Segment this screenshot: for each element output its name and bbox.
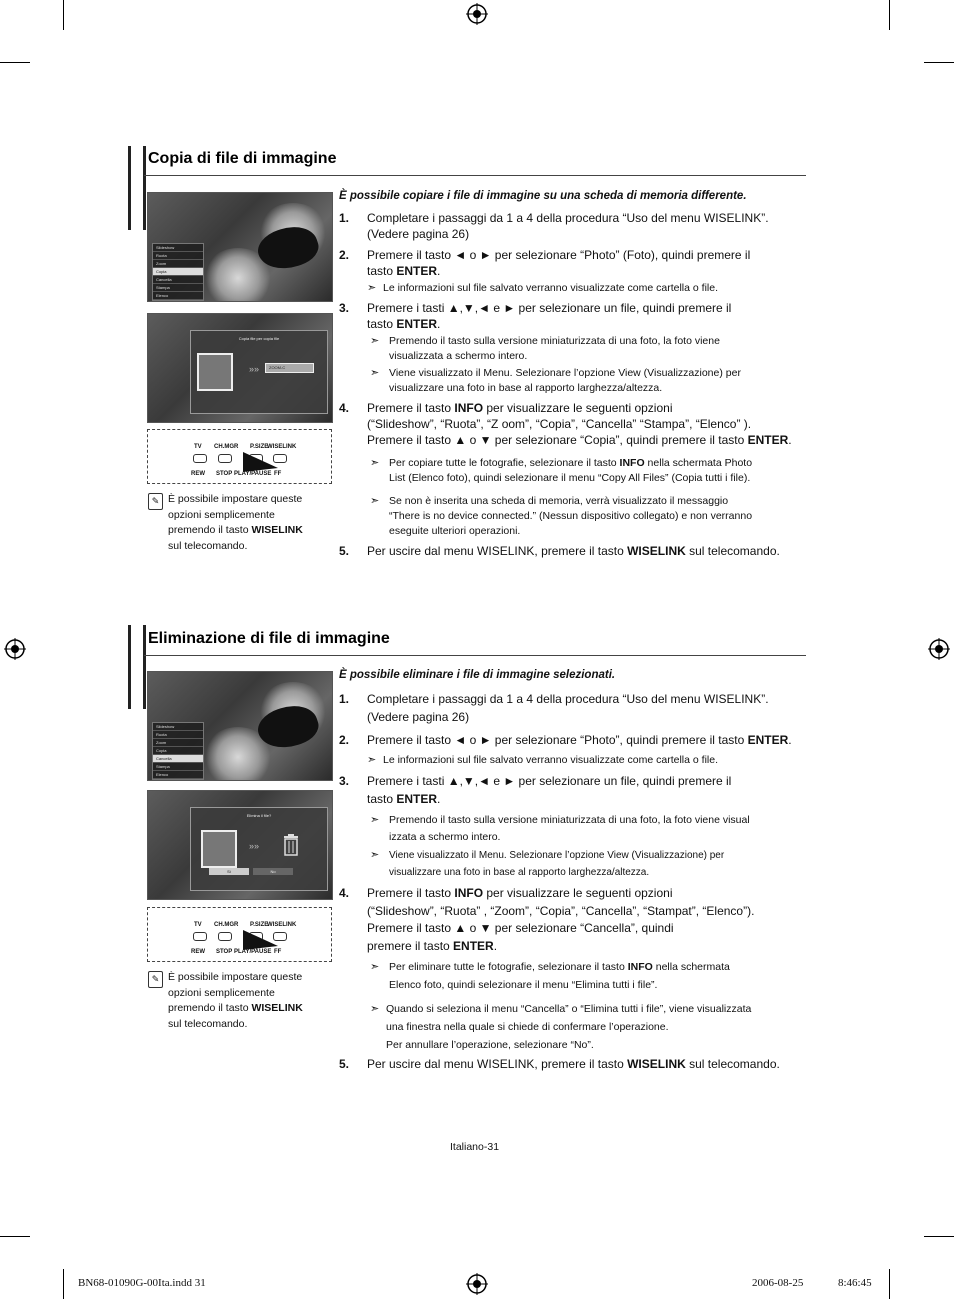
sub-note: ➣ Se non è inserita una scheda di memoria, verrà visualizzato il messaggio “There is no device connected.” (Nessun dispositivo collegato) e non verranno eseguite ulteriori operazioni. [370,495,753,537]
trash-icon [283,834,299,856]
footer-filename: BN68-01090G-00Ita.indd 31 [78,1277,206,1289]
sub-note: ➣ Per copiare tutte le fotografie, selezionare il tasto INFO nella schermata Photo List (Elenco foto), quindi selezionare il menu “Copy All Files” (Copia tutti i file). [370,457,753,484]
no-button[interactable]: No [253,868,293,875]
crop-mark [63,1269,64,1299]
sub-note: ➣ Viene visualizzato il Menu. Selezionare l’opzione View (Visualizzazione) per visualizzare una foto in base al rapporto larghezza/altezza. [370,849,725,878]
tv-screenshot-delete-dialog [147,790,333,900]
arrow-note-icon: ➣ [370,814,380,826]
step-text: Completare i passaggi da 1 a 4 della procedura “Uso del menu WISELINK”. (Vedere pagina 26) [367,211,769,241]
arrow-note-icon: ➣ [370,961,380,973]
section-intro: È possibile eliminare i file di immagine selezionati. [339,669,616,681]
crop-mark [924,62,954,63]
footer-date: 2006-08-25 [752,1277,804,1289]
remote-control-illustration: TV CH.MGR P.SIZE WISELINK REW STOP PLAY/PAUSE FF [147,429,332,484]
section-intro: È possibile copiare i file di immagine su una scheda di memoria differente. [339,190,747,202]
copy-target: ZOOM-C [265,363,314,373]
photo-thumbnail [197,353,233,391]
pointing-hand-icon [243,448,278,472]
arrow-note-icon: ➣ [370,335,380,347]
copy-dialog: Copia file per copia file »» ZOOM-C [190,330,328,414]
registration-mark-icon [4,638,26,660]
sub-note: ➣ Premendo il tasto sulla versione miniaturizzata di una foto, la foto viene visualizzata a schermo intero. [370,335,720,362]
section-divider [144,175,806,176]
sub-note: ➣ Le informazioni sul file salvato verranno visualizzate come cartella o file. [367,754,718,766]
tv-screenshot-menu [147,671,333,781]
arrow-note-icon: ➣ [370,457,380,469]
page-number: Italiano-31 [450,1141,500,1153]
arrow-right-icon: »» [249,364,260,374]
note-icon: ✎ [148,493,163,510]
photo-options-menu: Slideshow Ruota Zoom Copia Cancella Stampa Elenco [152,722,204,780]
step-text: Premere i tasti ▲,▼,◄ e ► per selezionare un file, quindi premere il tasto ENTER. [367,301,732,331]
sub-note: ➣ Viene visualizzato il Menu. Selezionare l’opzione View (Visualizzazione) per visualizzare una foto in base al rapporto larghezza/altezza. [370,367,741,394]
crop-mark [0,1236,30,1237]
pointing-hand-icon [243,926,278,950]
photo-options-menu: Slideshow Ruota Zoom Copia Cancella Stampa Elenco [152,243,204,301]
note-icon: ✎ [148,971,163,988]
crop-mark [924,1236,954,1237]
arrow-note-icon: ➣ [367,282,377,294]
section-title: Eliminazione di file di immagine [148,630,390,647]
crop-mark [889,1269,890,1299]
registration-mark-icon [928,638,950,660]
crop-mark [63,0,64,30]
step-text: Per uscire dal menu WISELINK, premere il tasto WISELINK sul telecomando. [367,1057,780,1071]
step-text: Completare i passaggi da 1 a 4 della procedura “Uso del menu WISELINK”. (Vedere pagina 26) [367,692,769,724]
arrow-note-icon: ➣ [370,495,380,507]
note-text: È possibile impostare queste opzioni semplicemente premendo il tasto WISELINK sul telecomando. [168,493,303,552]
tv-screenshot-copy-dialog [147,313,333,423]
step-text: Premere i tasti ▲,▼,◄ e ► per selezionare un file, quindi premere il tasto ENTER. [367,774,732,806]
section-accent-bar [128,146,146,230]
arrow-note-icon: ➣ [370,1003,380,1015]
footer-time: 8:46:45 [838,1277,872,1289]
arrow-note-icon: ➣ [370,367,380,379]
section-accent-bar [128,625,146,709]
note-text: È possibile impostare queste opzioni semplicemente premendo il tasto WISELINK sul telecomando. [168,971,303,1030]
arrow-note-icon: ➣ [370,849,380,861]
yes-button[interactable]: Sì [209,868,249,875]
sub-note: ➣ Quando si seleziona il menu “Cancella” o “Elimina tutti i file”, viene visualizzata una finestra nella quale si chiede di confermare l’operazione. Per annullare l’operazione, selezionare “No”. [370,1000,780,1054]
registration-mark-icon [466,3,488,25]
sub-note: ➣ Premendo il tasto sulla versione miniaturizzata di una foto, la foto viene visual izzata a schermo intero. [370,814,750,843]
step-text: Premere il tasto ◄ o ► per selezionare “Photo”, quindi premere il tasto ENTER. [367,733,792,747]
step-text: Per uscire dal menu WISELINK, premere il tasto WISELINK sul telecomando. [367,544,780,558]
section-title: Copia di file di immagine [148,150,337,167]
section-divider [144,655,806,656]
tv-screenshot-menu [147,192,333,302]
crop-mark [889,0,890,30]
registration-mark-icon [466,1273,488,1295]
step-text: Premere il tasto INFO per visualizzare le seguenti opzioni (“Slideshow”, “Ruota”, “Z oom”, “Copia”, “Cancella” “Stampa”, “Elenco” ). Premere il tasto ▲ o ▼ per selezionare “Copia”, quindi premere il tasto ENTER. [367,401,792,447]
step-text: Premere il tasto ◄ o ► per selezionare “Photo” (Foto), quindi premere il tasto ENTER. [367,248,751,278]
arrow-note-icon: ➣ [367,754,377,766]
delete-dialog: Elimina il file? »» Sì No [190,807,328,891]
step-text: Premere il tasto INFO per visualizzare le seguenti opzioni (“Slideshow”, “Ruota” , “Zoom”, “Copia”, “Cancella”, “Stampat”, “Elenco”). Premere il tasto ▲ o ▼ per selezionare “Cancella”, quindi premere il tasto ENTER. [367,886,755,953]
sub-note: ➣ Per eliminare tutte le fotografie, selezionare il tasto INFO nella schermata Elenco foto, quindi selezionare il menu “Elimina tutti i file”. [370,961,730,991]
remote-control-illustration: TV CH.MGR P.SIZE WISELINK REW STOP PLAY/PAUSE FF [147,907,332,962]
sub-note: ➣ Le informazioni sul file salvato verranno visualizzate come cartella o file. [367,282,718,294]
arrow-right-icon: »» [249,841,260,851]
photo-thumbnail [201,830,237,868]
crop-mark [0,62,30,63]
